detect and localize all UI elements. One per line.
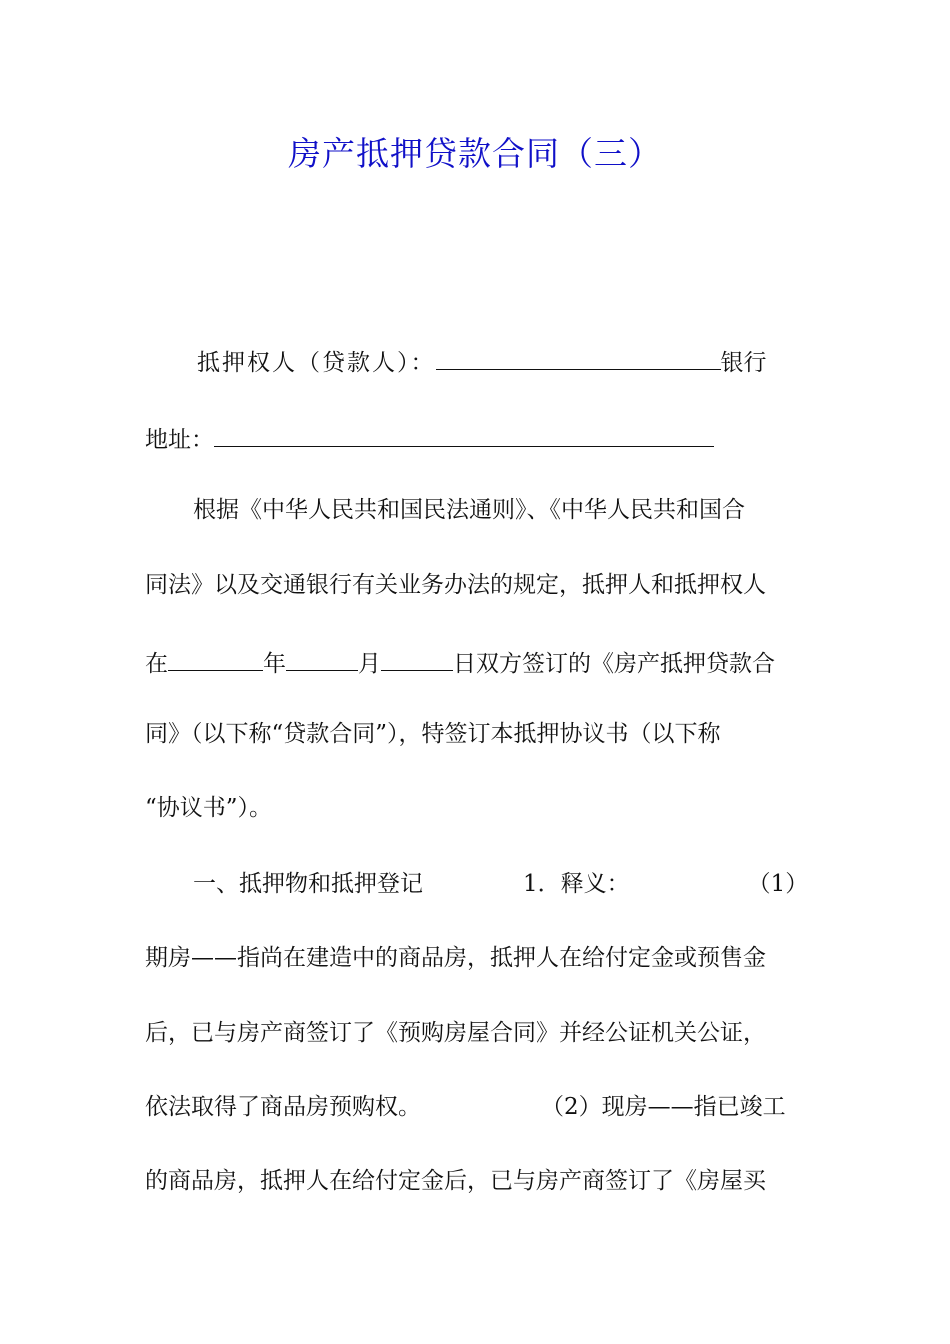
- paragraph-text: 期房——指尚在建造中的商品房，抵押人在给付定金或预售金: [145, 945, 766, 971]
- month-blank[interactable]: [286, 646, 358, 671]
- day-blank[interactable]: [381, 646, 453, 671]
- paragraph-text: 依法取得了商品房预购权。: [145, 1094, 421, 1120]
- definition-heading: 1．释义：: [523, 871, 630, 897]
- paragraph-text: 同法》以及交通银行有关业务办法的规定，抵押人和抵押权人: [145, 572, 766, 598]
- year-blank[interactable]: [168, 646, 263, 671]
- date-line: [145, 646, 805, 679]
- document-title: 房产抵押贷款合同（三）: [288, 134, 662, 173]
- paragraph-line: [145, 943, 805, 973]
- paragraph-line: [145, 1166, 805, 1196]
- mortgagee-line: [145, 345, 805, 378]
- paragraph-text: 根据《中华人民共和国民法通则》、《中华人民共和国合: [193, 497, 745, 523]
- mortgagee-label: 抵押权人（贷款人）：: [197, 350, 436, 376]
- address-label: 地址：: [145, 427, 214, 453]
- mortgagee-blank[interactable]: [436, 345, 721, 370]
- paragraph-line: [145, 1092, 805, 1122]
- year-label: 年: [263, 651, 286, 677]
- paragraph-line: [145, 495, 805, 525]
- item-number: （1）: [747, 871, 809, 897]
- section-heading: 一、抵押物和抵押登记: [193, 871, 423, 897]
- paragraph-line: [145, 793, 805, 823]
- month-label: 月: [358, 651, 381, 677]
- address-line: [145, 422, 805, 455]
- bank-label: 银行: [720, 350, 767, 376]
- date-prefix: 在: [145, 651, 168, 677]
- address-blank[interactable]: [214, 422, 714, 447]
- paragraph-text: 的商品房，抵押人在给付定金后，已与房产商签订了《房屋买: [145, 1168, 766, 1194]
- paragraph-text: （2）现房——指已竣工: [541, 1094, 786, 1120]
- paragraph-text: “协议书”）。: [145, 795, 273, 821]
- date-suffix: 日双方签订的《房产抵押贷款合: [453, 651, 775, 677]
- paragraph-line: [145, 570, 805, 600]
- paragraph-line: [145, 1018, 805, 1048]
- paragraph-text: 后，已与房产商签订了《预购房屋合同》并经公证机关公证，: [145, 1020, 766, 1046]
- section-heading-line: [145, 869, 809, 899]
- paragraph-line: [145, 719, 805, 749]
- paragraph-text: 同》（以下称“贷款合同”），特签订本抵押协议书（以下称: [145, 721, 721, 747]
